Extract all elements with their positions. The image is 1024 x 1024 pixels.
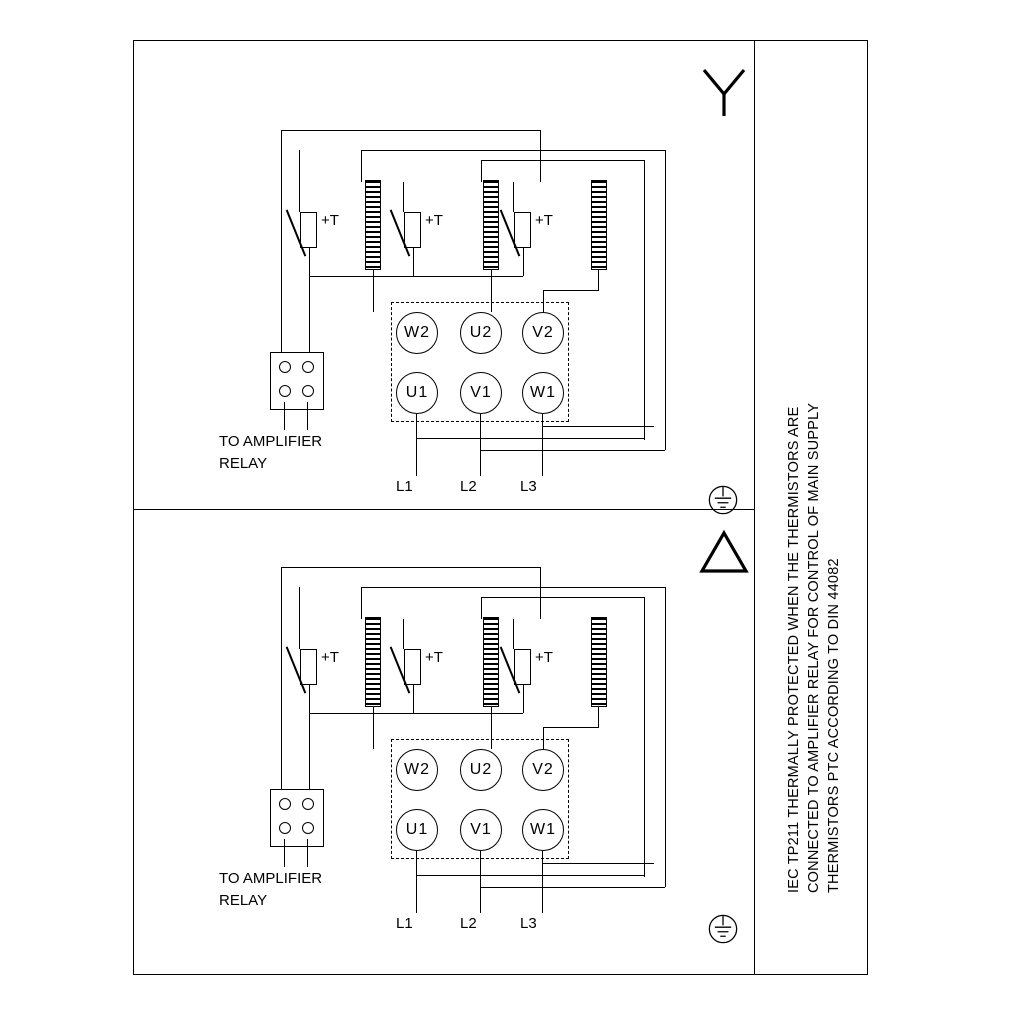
- connector-pin-4: [302, 385, 314, 397]
- terminal-w2[interactable]: W2: [396, 749, 438, 791]
- therm-link-2: [413, 276, 523, 277]
- connector-lead-left: [284, 839, 285, 867]
- terminal-v1[interactable]: V1: [460, 809, 502, 851]
- harness-rail-3-right: [644, 160, 645, 440]
- harness-rail-3: [481, 597, 645, 598]
- connector-lead-right: [307, 839, 308, 867]
- terminal-u1[interactable]: U1: [396, 372, 438, 414]
- connector-pin-1: [279, 361, 291, 373]
- harness-rail-2-left: [361, 587, 362, 619]
- therm-loop-left-b: [309, 248, 310, 358]
- terminal-v2[interactable]: V2: [522, 749, 564, 791]
- return-bus-2: [480, 887, 665, 888]
- harness-rail-2-right: [665, 587, 666, 887]
- coil3-bottom-lead: [598, 707, 599, 713]
- supply-lead-l2: [480, 414, 481, 476]
- coil3-bottom-lead: [598, 270, 599, 276]
- supply-lead-l1: [416, 414, 417, 476]
- terminal-w1[interactable]: W1: [522, 372, 564, 414]
- therm-link-2: [413, 713, 523, 714]
- return-bus-3: [542, 426, 654, 427]
- thermistor-label-1: +T: [321, 649, 339, 666]
- amplifier-label-line1: TO AMPLIFIER: [219, 433, 323, 450]
- supply-label-l3: L3: [520, 478, 537, 495]
- therm-loop-mid-b: [413, 685, 414, 713]
- thermistor-1: [300, 212, 317, 248]
- terminal-w1[interactable]: W1: [522, 809, 564, 851]
- connector-pin-2: [302, 361, 314, 373]
- wire-v2-across: [543, 290, 599, 291]
- thermistor-2: [404, 212, 421, 248]
- amplifier-label-line1: TO AMPLIFIER: [219, 870, 323, 887]
- therm-loop-right-b: [523, 685, 524, 713]
- harness-rail-1: [281, 130, 541, 131]
- supply-label-l2: L2: [460, 915, 477, 932]
- supply-label-l2: L2: [460, 478, 477, 495]
- supply-label-l1: L1: [396, 478, 413, 495]
- therm-loop-left-b: [309, 685, 310, 795]
- amplifier-connector-block[interactable]: [270, 352, 324, 410]
- delta-panel: [133, 509, 754, 975]
- harness-rail-1-left: [281, 567, 282, 797]
- therm-loop-left-a: [299, 587, 300, 649]
- connector-pin-1: [279, 798, 291, 810]
- terminal-u2[interactable]: U2: [460, 312, 502, 354]
- note-line-1: IEC TP211 THERMALLY PROTECTED WHEN THE THERMISTORS ARE: [786, 406, 802, 893]
- harness-rail-2-left: [361, 150, 362, 182]
- wire-v2-up: [543, 290, 544, 312]
- terminal-u2[interactable]: U2: [460, 749, 502, 791]
- supply-label-l3: L3: [520, 915, 537, 932]
- return-bus-2: [480, 450, 665, 451]
- therm-loop-mid-a: [403, 619, 404, 649]
- therm-loop-right-b: [523, 248, 524, 276]
- star-connection-symbol: [696, 64, 752, 120]
- harness-rail-3-left: [481, 597, 482, 619]
- harness-rail-3-right: [644, 597, 645, 877]
- wire-v2-up: [543, 727, 544, 749]
- therm-loop-left-a: [299, 150, 300, 212]
- note-column-divider: [754, 40, 755, 975]
- connector-pin-2: [302, 798, 314, 810]
- winding-coil-1: [365, 180, 381, 270]
- connector-pin-4: [302, 822, 314, 834]
- thermistor-3: [514, 649, 531, 685]
- harness-rail-1-right: [540, 567, 541, 619]
- thermistor-label-3: +T: [535, 212, 553, 229]
- supply-lead-l3: [542, 851, 543, 913]
- connector-pin-3: [279, 385, 291, 397]
- note-line-3: THERMISTORS PTC ACCORDING TO DIN 44082: [826, 558, 842, 893]
- amplifier-connector-block[interactable]: [270, 789, 324, 847]
- supply-lead-l2: [480, 851, 481, 913]
- winding-coil-1: [365, 617, 381, 707]
- harness-rail-2-right: [665, 150, 666, 450]
- connector-lead-left: [284, 402, 285, 430]
- winding-coil-3: [591, 180, 607, 270]
- harness-rail-2: [361, 587, 666, 588]
- delta-connection-symbol: [696, 527, 752, 577]
- return-bus-3: [542, 863, 654, 864]
- therm-link-1: [309, 713, 414, 714]
- therm-loop-mid-b: [413, 248, 414, 276]
- harness-rail-1: [281, 567, 541, 568]
- harness-rail-2: [361, 150, 666, 151]
- thermistor-label-1: +T: [321, 212, 339, 229]
- terminal-u1[interactable]: U1: [396, 809, 438, 851]
- supply-lead-l3: [542, 414, 543, 476]
- therm-loop-mid-a: [403, 182, 404, 212]
- harness-rail-3-left: [481, 160, 482, 182]
- harness-rail-1-left: [281, 130, 282, 360]
- return-bus-1: [416, 875, 644, 876]
- amplifier-label-line2: RELAY: [219, 892, 268, 909]
- connector-pin-3: [279, 822, 291, 834]
- terminal-v1[interactable]: V1: [460, 372, 502, 414]
- supply-label-l1: L1: [396, 915, 413, 932]
- thermistor-label-2: +T: [425, 212, 443, 229]
- therm-loop-right-a: [513, 619, 514, 649]
- therm-link-1: [309, 276, 414, 277]
- thermistor-label-3: +T: [535, 649, 553, 666]
- terminal-w2[interactable]: W2: [396, 312, 438, 354]
- therm-loop-right-a: [513, 182, 514, 212]
- harness-rail-1-right: [540, 130, 541, 182]
- thermistor-2: [404, 649, 421, 685]
- thermistor-label-2: +T: [425, 649, 443, 666]
- return-bus-1: [416, 438, 644, 439]
- thermistor-3: [514, 212, 531, 248]
- winding-coil-3: [591, 617, 607, 707]
- wire-v2-across: [543, 727, 599, 728]
- note-line-2: CONNECTED TO AMPLIFIER RELAY FOR CONTROL OF MAIN SUPPLY: [806, 402, 822, 893]
- harness-rail-3: [481, 160, 645, 161]
- amplifier-label-line2: RELAY: [219, 455, 268, 472]
- star-panel: [133, 40, 754, 509]
- earth-symbol: [703, 909, 743, 949]
- thermistor-1: [300, 649, 317, 685]
- winding-coil-2: [483, 180, 499, 270]
- connector-lead-right: [307, 402, 308, 430]
- terminal-v2[interactable]: V2: [522, 312, 564, 354]
- winding-coil-2: [483, 617, 499, 707]
- supply-lead-l1: [416, 851, 417, 913]
